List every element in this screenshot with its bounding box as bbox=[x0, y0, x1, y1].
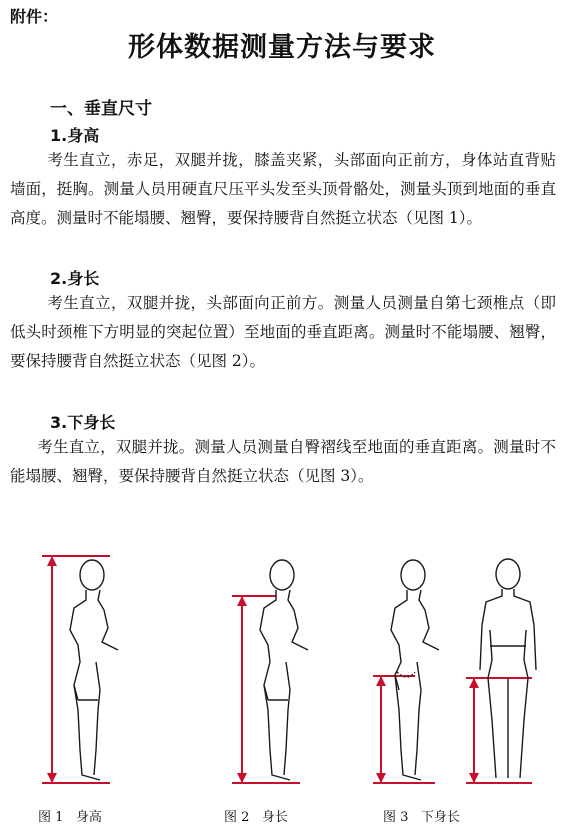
figure-2-caption bbox=[224, 806, 288, 825]
paragraph-height bbox=[10, 146, 556, 233]
page-title: 形体数据测量方法与要求 bbox=[128, 32, 436, 63]
figure-1-illustration bbox=[30, 550, 140, 790]
attachment-label: 附件： bbox=[10, 7, 59, 26]
figure-3-caption-text: 下身长 bbox=[420, 810, 460, 825]
item-heading-body-length: 2.身长 bbox=[50, 269, 100, 288]
figure-3-back-illustration bbox=[462, 550, 552, 790]
paragraph-lower-length bbox=[10, 433, 556, 491]
paragraph-lower-length-text: 考生直立，双腿并拢。测量人员测量自臀褶线至地面的垂直距离。测量时不能塌腰、翘臀，要保持腰背自然挺立状态（见图 3）。 bbox=[10, 438, 556, 485]
item-heading-lower-length: 3.下身长 bbox=[50, 413, 116, 432]
figure-3-label: 图 3 bbox=[383, 810, 409, 825]
figure-1-caption-text: 身高 bbox=[75, 810, 102, 825]
figure-3-caption bbox=[383, 806, 460, 825]
figure-3-side-illustration bbox=[365, 550, 465, 790]
section-heading: 一、垂直尺寸 bbox=[50, 99, 152, 119]
figure-1-caption bbox=[38, 806, 102, 825]
item-heading-height: 1.身高 bbox=[50, 126, 100, 145]
paragraph-height-text: 考生直立，赤足，双腿并拢，膝盖夹紧，头部面向正前方，身体站直背贴墙面，挺胸。测量人员用硬直尺压平头发至头顶骨骼处，测量头顶到地面的垂直高度。测量时不能塌腰、翘臀，要保持腰背自然挺立状态（见图 1）。 bbox=[10, 151, 556, 227]
figure-2-illustration bbox=[220, 550, 330, 790]
figures-area bbox=[0, 540, 564, 840]
figure-1-label: 图 1 bbox=[38, 810, 64, 825]
paragraph-body-length bbox=[10, 289, 556, 376]
figure-2-caption-text: 身长 bbox=[261, 810, 288, 825]
figure-2-label: 图 2 bbox=[224, 810, 250, 825]
paragraph-body-length-text: 考生直立，双腿并拢，头部面向正前方。测量人员测量自第七颈椎点（即低头时颈椎下方明显的突起位置）至地面的垂直距离。测量时不能塌腰、翘臀，要保持腰背自然挺立状态（见图 2）。 bbox=[10, 294, 556, 370]
